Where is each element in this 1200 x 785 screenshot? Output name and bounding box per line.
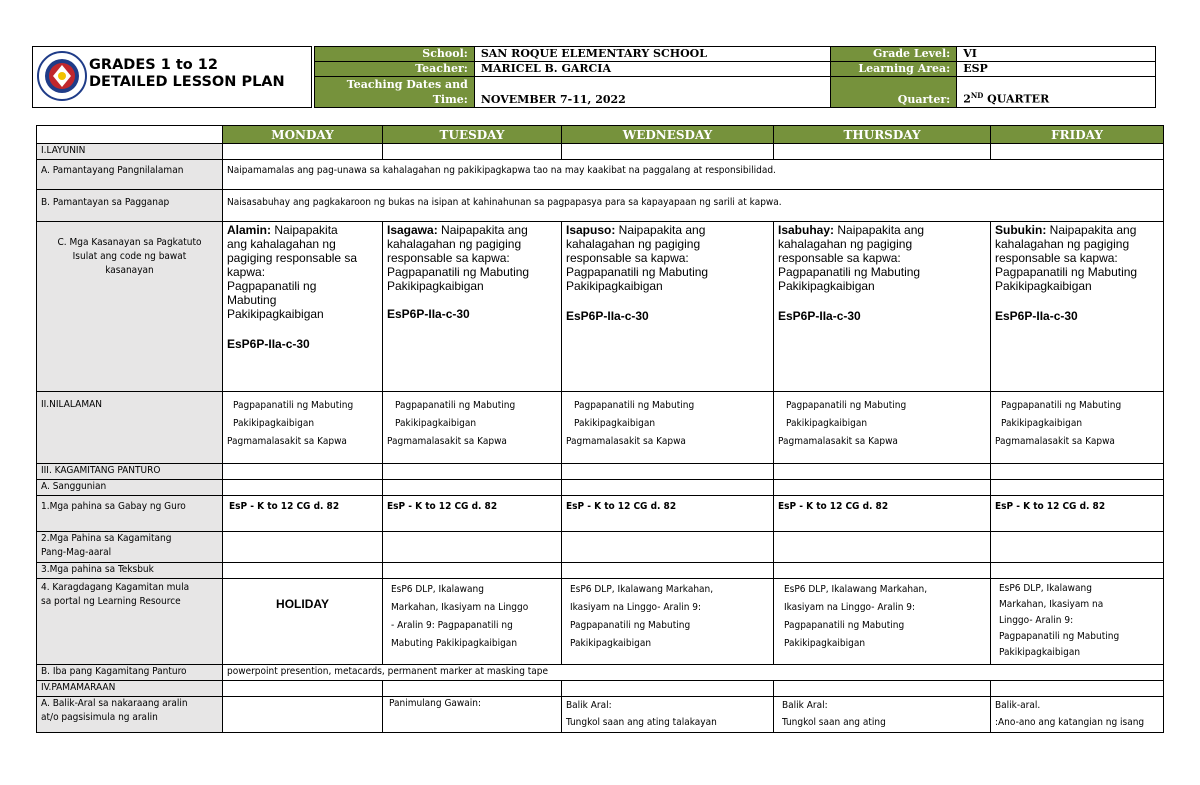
day-header-row [37,126,1164,144]
kasanayan-line: Pakikipagkaibigan [387,279,484,293]
karagdagan-line: EsP6 DLP, Ikalawang Markahan, [570,584,714,595]
iba-label: B. Iba pang Kagamitang Panturo [37,665,223,681]
karagdagan-line: Pakikipagkaibigan [999,647,1081,658]
kasanayan-row [37,222,1164,392]
karagdagan-line: Pakikipagkaibigan [570,638,652,649]
kasanayan-line: Naipapakita [271,223,338,237]
kasanayan-line: responsable sa kapwa: [387,251,510,265]
karagdagan-line: Pakikipagkaibigan [784,638,866,649]
pamantayang-text: Naipamamalas ang pag-unawa sa kahalagahan ng pakikipagkapwa tao na may kaakibat na paggalang at responsibilidad. [223,160,1164,190]
holiday-label: HOLIDAY [223,579,383,665]
kagamitan-row [37,464,1164,480]
kasanayan-line: Pakikipagkaibigan [566,279,663,293]
nilalaman-line: Pakikipagkaibigan [1001,418,1083,429]
kasanayan-line: kahalagahan ng pagiging [387,237,522,251]
nilalaman-line: Pagpapanatili ng Mabuting [233,400,354,411]
kasanayan-tuesday [383,222,562,392]
kasanayan-line: Mabuting [227,293,277,307]
kasanayan-line: kahalagahan ng pagiging [995,237,1130,251]
kasanayan-label-line1: C. Mga Kasanayan sa Pagkatuto [57,237,202,248]
nilalaman-wednesday [562,392,774,464]
balik-aral-friday [991,697,1164,733]
kasanayan-line: Pagpapanatili ng Mabuting [566,265,709,279]
document-title [89,57,285,91]
lesson-plan-table [36,125,1164,733]
gabay-row [37,496,1164,532]
balik-aral-line: Balik Aral: [782,700,828,711]
pamantayang-label: A. Pamantayang Pangnilalaman [37,160,223,190]
title-line-1: GRADES 1 to 12 [89,57,218,73]
grade-level-value: VI [957,47,1156,62]
title-line-2: DETAILED LESSON PLAN [89,74,285,90]
deped-seal-icon [37,50,87,102]
kasanayan-line: Pagpapanatili ng Mabuting [995,265,1138,279]
kasanayan-line: pagiging responsable sa [227,251,358,265]
kasanayan-line: Pagpapanatili ng [227,279,317,293]
iba-text: powerpoint presention, metacards, permanent marker at masking tape [223,665,1164,681]
kasanayan-line: kahalagahan ng pagiging [778,237,913,251]
cell [991,144,1164,160]
kasanayan-line: Pakikipagkaibigan [227,307,324,321]
quarter-suffix: ND [970,91,984,101]
karagdagan-label-line1: 4. Karagdagang Kagamitan mula [41,582,190,593]
karagdagan-line: EsP6 DLP, Ikalawang [391,584,484,595]
karagdagan-line: EsP6 DLP, Ikalawang [999,583,1092,594]
cell [223,144,383,160]
pamantayang-row [37,160,1164,190]
gabay-wednesday: EsP - K to 12 CG d. 82 [562,496,774,532]
competency-code: EsP6P-IIa-c-30 [387,307,470,321]
kasanayan-head: Subukin: [995,223,1047,237]
day-friday: FRIDAY [991,126,1164,144]
cell [991,563,1164,579]
cell [383,681,562,697]
cell [562,480,774,496]
kasanayan-line: Pagpapanatili ng Mabuting [778,265,921,279]
cell [223,532,383,563]
nilalaman-line: Pakikipagkaibigan [786,418,868,429]
kasanayan-line: Naipapakita ang [1046,223,1137,237]
pagganap-label: B. Pamantayan sa Pagganap [37,190,223,222]
competency-code: EsP6P-IIa-c-30 [778,309,861,323]
day-tuesday: TUESDAY [383,126,562,144]
teaching-dates-value: NOVEMBER 7-11, 2022 [474,77,831,108]
nilalaman-line: Pagmamalasakit sa Kapwa [566,436,686,447]
nilalaman-line: Pagpapanatili ng Mabuting [786,400,907,411]
cell [383,532,562,563]
cell [223,464,383,480]
pagganap-row [37,190,1164,222]
gabay-friday: EsP - K to 12 CG d. 82 [991,496,1164,532]
karagdagan-label [37,579,223,665]
karagdagan-line: Markahan, Ikasiyam na Linggo [391,602,529,613]
competency-code: EsP6P-IIa-c-30 [566,309,649,323]
school-value: SAN ROQUE ELEMENTARY SCHOOL [474,47,831,62]
kasanayan-friday [991,222,1164,392]
balik-aral-thursday [774,697,991,733]
cell [562,144,774,160]
iba-row [37,665,1164,681]
cell [991,532,1164,563]
cell [383,480,562,496]
nilalaman-line: Pagmamalasakit sa Kapwa [227,436,347,447]
kasanayan-line: Pagpapanatili ng Mabuting [387,265,530,279]
competency-code: EsP6P-IIa-c-30 [227,337,310,351]
nilalaman-line: Pakikipagkaibigan [233,418,315,429]
nilalaman-monday [223,392,383,464]
karagdagan-line: EsP6 DLP, Ikalawang Markahan, [784,584,928,595]
cell [223,480,383,496]
kasanayan-line: Naipapakita ang [834,223,925,237]
kasanayan-head: Isagawa: [387,223,438,237]
cell [383,144,562,160]
day-wednesday: WEDNESDAY [562,126,774,144]
nilalaman-line: Pakikipagkaibigan [574,418,656,429]
kasanayan-head: Alamin: [227,223,272,237]
day-thursday: THURSDAY [774,126,991,144]
karagdagan-wednesday [562,579,774,665]
teksbuk-row [37,563,1164,579]
balik-aral-line: :Ano-ano ang katangian ng isang [995,717,1145,728]
layunin-row [37,144,1164,160]
gabay-monday: EsP - K to 12 CG d. 82 [223,496,383,532]
karagdagan-line: Pagpapanatili ng Mabuting [570,620,691,631]
kasanayan-line: kapwa: [227,265,266,279]
cell [562,532,774,563]
balik-aral-line: Tungkol saan ang ating [782,717,886,728]
kagamitang-label-line2: Pang-Mag-aaral [41,547,112,558]
kasanayan-line: responsable sa kapwa: [995,251,1118,265]
header-info-table [314,46,1156,108]
kasanayan-head: Isapuso: [566,223,616,237]
cell [774,563,991,579]
kasanayan-thursday [774,222,991,392]
nilalaman-tuesday [383,392,562,464]
cell [774,681,991,697]
nilalaman-line: Pagmamalasakit sa Kapwa [778,436,898,447]
nilalaman-line: Pakikipagkaibigan [395,418,477,429]
quarter-value [957,77,1156,108]
kasanayan-line: Pakikipagkaibigan [778,279,875,293]
karagdagan-thursday [774,579,991,665]
cell [383,563,562,579]
karagdagan-line: Mabuting Pakikipagkaibigan [391,638,518,649]
kasanayan-monday [223,222,383,392]
pagganap-text: Naisasabuhay ang pagkakaroon ng bukas na isipan at kahinahunan sa pagpapasya para sa kapayapaan ng sarili at kapwa. [223,190,1164,222]
cell [774,532,991,563]
nilalaman-friday [991,392,1164,464]
quarter-number: 2 [963,93,971,106]
karagdagan-tuesday [383,579,562,665]
sanggunian-label: A. Sanggunian [37,480,223,496]
kagamitan-label: III. KAGAMITANG PANTURO [37,464,223,480]
cell [562,563,774,579]
balik-aral-tuesday: Panimulang Gawain: [383,697,562,733]
cell [383,464,562,480]
cell [223,563,383,579]
karagdagan-line: Ikasiyam na Linggo- Aralin 9: [784,602,916,613]
karagdagan-row [37,579,1164,665]
pamamaraan-row [37,681,1164,697]
cell [774,464,991,480]
karagdagan-label-line2: sa portal ng Learning Resource [41,596,181,607]
gabay-label: 1.Mga pahina sa Gabay ng Guro [37,496,223,532]
balik-aral-label-line2: at/o pagsisimula ng aralin [41,712,158,723]
cell [774,480,991,496]
kasanayan-head: Isabuhay: [778,223,835,237]
balik-aral-label-line1: A. Balik-Aral sa nakaraang aralin [41,698,188,709]
kasanayan-label-line2: Isulat ang code ng bawat [72,251,187,262]
nilalaman-line: Pagpapanatili ng Mabuting [574,400,695,411]
day-monday: MONDAY [223,126,383,144]
pamamaraan-label: IV.PAMAMARAAN [37,681,223,697]
teksbuk-label: 3.Mga pahina sa Teksbuk [37,563,223,579]
cell [562,464,774,480]
karagdagan-line: Pagpapanatili ng Mabuting [784,620,905,631]
kasanayan-line: responsable sa kapwa: [566,251,689,265]
nilalaman-row [37,392,1164,464]
balik-aral-line: Balik-aral. [995,700,1041,711]
kasanayan-label-line3: kasanayan [105,265,154,276]
balik-aral-label [37,697,223,733]
kagamitang-label [37,532,223,563]
cell [562,681,774,697]
nilalaman-thursday [774,392,991,464]
nilalaman-line: Pagmamalasakit sa Kapwa [387,436,507,447]
nilalaman-line: Pagpapanatili ng Mabuting [1001,400,1122,411]
kagamitang-row [37,532,1164,563]
teacher-value: MARICEL B. GARCIA [474,62,831,77]
teacher-label: Teacher: [315,62,475,77]
nilalaman-label: II.NILALAMAN [37,392,223,464]
header-title-box [32,46,312,108]
nilalaman-line: Pagpapanatili ng Mabuting [395,400,516,411]
layunin-label: I.LAYUNIN [37,144,223,160]
competency-code: EsP6P-IIa-c-30 [995,309,1078,323]
cell [223,681,383,697]
teaching-dates-label-line1: Teaching Dates and [346,78,468,91]
cell [774,144,991,160]
quarter-label: Quarter: [831,77,957,108]
kasanayan-wednesday [562,222,774,392]
grade-level-label: Grade Level: [831,47,957,62]
kasanayan-line: responsable sa kapwa: [778,251,901,265]
nilalaman-line: Pagmamalasakit sa Kapwa [995,436,1115,447]
balik-aral-row [37,697,1164,733]
karagdagan-line: Linggo- Aralin 9: [999,615,1074,626]
balik-aral-line: Balik Aral: [566,700,612,711]
gabay-tuesday: EsP - K to 12 CG d. 82 [383,496,562,532]
day-header-blank [37,126,223,144]
learning-area-label: Learning Area: [831,62,957,77]
balik-aral-wednesday [562,697,774,733]
karagdagan-line: Ikasiyam na Linggo- Aralin 9: [570,602,702,613]
karagdagan-line: Pagpapanatili ng Mabuting [999,631,1120,642]
sanggunian-row [37,480,1164,496]
school-label: School: [315,47,475,62]
karagdagan-friday [991,579,1164,665]
cell [991,464,1164,480]
cell [991,480,1164,496]
kasanayan-line: Naipapakita ang [615,223,706,237]
cell [223,697,383,733]
cell [991,681,1164,697]
kagamitang-label-line1: 2.Mga Pahina sa Kagamitang [41,533,172,544]
karagdagan-line: Markahan, Ikasiyam na [999,599,1104,610]
kasanayan-line: ang kahalagahan ng [227,237,336,251]
quarter-word: QUARTER [983,93,1050,106]
gabay-thursday: EsP - K to 12 CG d. 82 [774,496,991,532]
karagdagan-line: - Aralin 9: Pagpapanatili ng [391,620,513,631]
learning-area-value: ESP [957,62,1156,77]
teaching-dates-label [315,77,475,108]
kasanayan-line: kahalagahan ng pagiging [566,237,701,251]
kasanayan-line: Pakikipagkaibigan [995,279,1092,293]
balik-aral-line: Tungkol saan ang ating talakayan [566,717,717,728]
teaching-dates-label-line2: Time: [432,93,468,106]
kasanayan-line: Naipapakita ang [437,223,528,237]
kasanayan-label [37,222,223,392]
